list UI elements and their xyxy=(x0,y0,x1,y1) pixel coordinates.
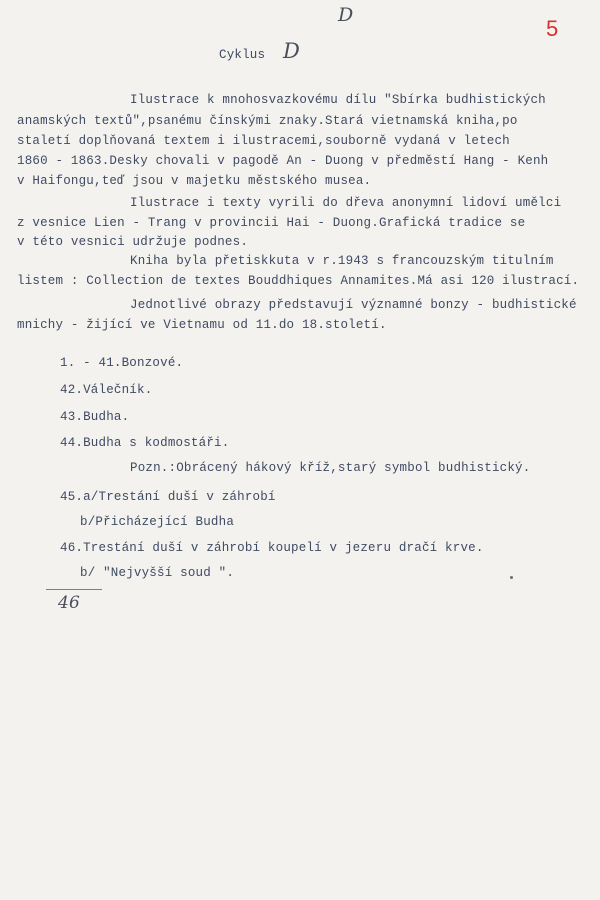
paragraph-line: Kniha byla přetiskkuta v r.1943 s francouzským titulním xyxy=(130,254,554,268)
paragraph-line: anamských textů",psanému čínskými znaky.Stará vietnamská kniha,po xyxy=(17,114,518,128)
page-title: Cyklus xyxy=(219,48,266,62)
paragraph-line: Ilustrace i texty vyrili do dřeva anonymní lidoví umělci xyxy=(130,196,562,210)
list-subitem: b/ "Nejvyšší soud ". xyxy=(80,566,235,580)
list-item: 43.Budha. xyxy=(60,410,130,424)
page-number: 5 xyxy=(546,16,559,41)
paragraph-line: v této vesnici udržuje podnes. xyxy=(17,235,249,249)
paragraph-line: mnichy - žijící ve Vietnamu od 11.do 18.století. xyxy=(17,318,387,332)
handwritten-rule xyxy=(46,589,102,590)
note-line: Pozn.:Obrácený hákový kříž,starý symbol budhistický. xyxy=(130,461,531,475)
list-item: 1. - 41.Bonzové. xyxy=(60,356,184,370)
paragraph-line: Ilustrace k mnohosvazkovému dílu "Sbírka budhistických xyxy=(130,93,546,107)
list-item: 42.Válečník. xyxy=(60,383,153,397)
paragraph-line: 1860 - 1863.Desky chovali v pagodě An - Duong v předměstí Hang - Kenh xyxy=(17,154,549,168)
paragraph-line: Jednotlivé obrazy představují významné bonzy - budhistické xyxy=(130,298,577,312)
paragraph-line: listem : Collection de textes Bouddhiques Annamites.Má asi 120 ilustrací. xyxy=(17,274,580,288)
handwritten-bottom-mark: 46 xyxy=(58,593,81,613)
list-subitem: b/Přicházející Budha xyxy=(80,515,235,529)
list-item: 44.Budha s kodmostáři. xyxy=(60,436,230,450)
paragraph-line: v Haifongu,teď jsou v majetku městského musea. xyxy=(17,174,372,188)
paragraph-line: z vesnice Lien - Trang v provincii Hai - Duong.Grafická tradice se xyxy=(17,216,526,230)
list-item: 45.a/Trestání duší v záhrobí xyxy=(60,490,276,504)
handwritten-top-mark: D xyxy=(338,4,354,26)
paragraph-line: staletí doplňovaná textem i ilustracemi,souborně vydaná v letech xyxy=(17,134,510,148)
list-item: 46.Trestání duší v záhrobí koupelí v jezeru dračí krve. xyxy=(60,541,484,555)
handwritten-title-mark: D xyxy=(283,39,301,63)
ink-speck xyxy=(510,576,513,579)
